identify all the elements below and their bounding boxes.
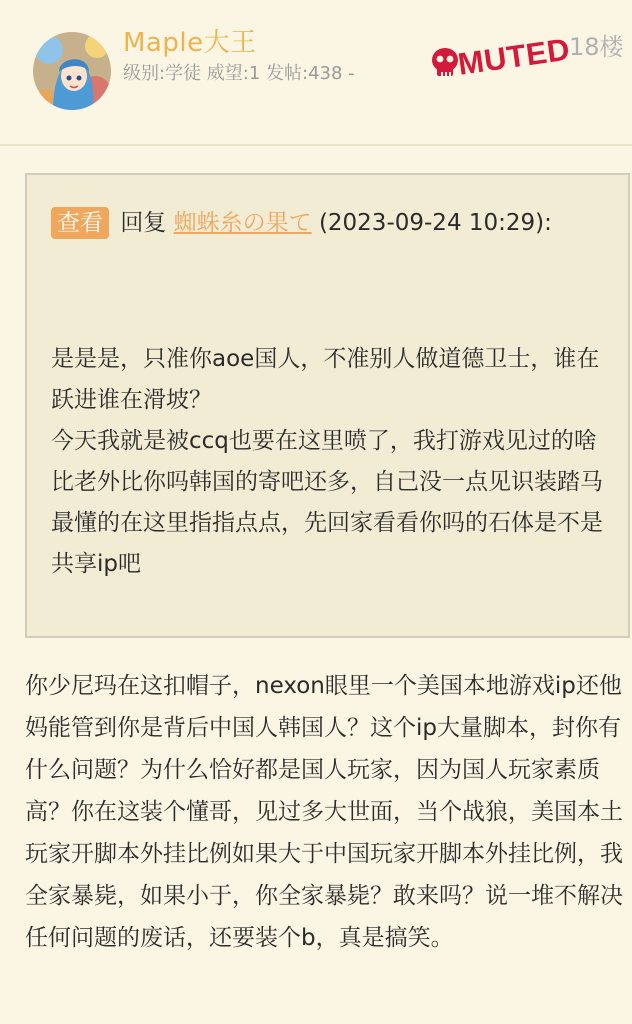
quoted-user-link[interactable]: 蜘蛛糸の果て bbox=[173, 210, 312, 236]
avatar[interactable] bbox=[33, 32, 111, 110]
view-quote-button[interactable]: 查看 bbox=[51, 207, 109, 239]
quote-box bbox=[25, 173, 630, 638]
reply-body: 你少尼玛在这扣帽子，nexon眼里一个美国本地游戏ip还他妈能管到你是背后中国人韩国人？这个ip大量脚本，封你有什么问题？为什么恰好都是国人玩家，因为国人玩家素质高？你在这装个懂哥，见过多大世面，当个战狼，美国本土玩家开脚本外挂比例如果大于中国玩家开脚本外挂比例，我全家暴毙，如果小于，你全家暴毙？敢来吗？说一堆不解决任何问题的废话，还要装个b，真是搞笑。 bbox=[25, 673, 623, 951]
author-meta: 级别:学徒 威望:1 发帖:438 - bbox=[123, 63, 355, 84]
anime-avatar-icon bbox=[33, 32, 111, 110]
muted-label: MUTED bbox=[455, 31, 570, 82]
skull-icon bbox=[432, 48, 458, 77]
muted-badge bbox=[428, 26, 570, 84]
reply-prefix: 回复 bbox=[120, 210, 167, 236]
quote-paragraph: 今天我就是被ccq也要在这里喷了，我打游戏见过的啥比老外比你吗韩国的寄吧还多，自己没一点见识装踏马最懂的在这里指指点点，先回家看看你吗的石体是不是共享ip吧 bbox=[51, 428, 603, 577]
post-header bbox=[0, 0, 632, 146]
author-name[interactable]: Maple大王 bbox=[123, 28, 257, 58]
floor-number: 18楼 bbox=[569, 33, 624, 61]
quote-header bbox=[51, 203, 611, 243]
quoted-time: (2023-09-24 10:29): bbox=[318, 210, 552, 236]
quote-paragraph: 是是是，只准你aoe国人，不准别人做道德卫士，谁在跃进谁在滑坡？ bbox=[51, 346, 600, 413]
quote-body bbox=[51, 339, 611, 585]
